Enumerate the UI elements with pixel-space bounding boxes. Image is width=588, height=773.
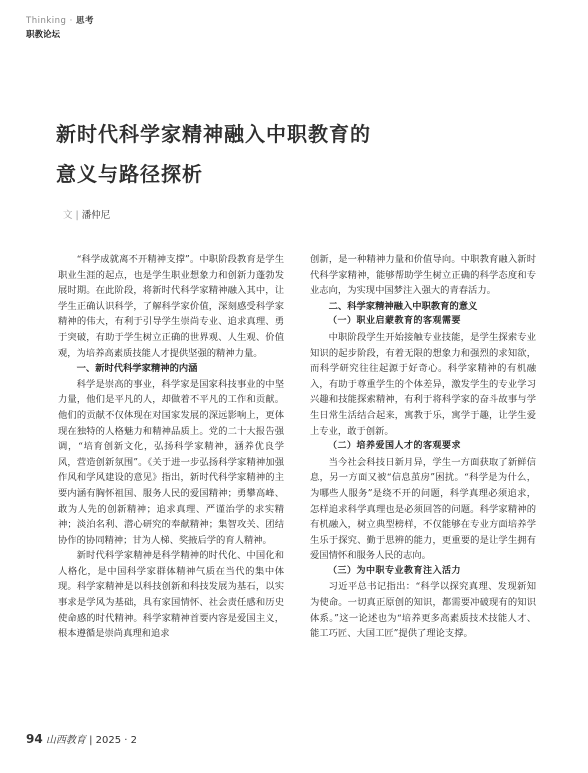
right-column: [310, 252, 536, 642]
article-title: [56, 114, 371, 194]
issue-number: 2025 · 2: [95, 735, 137, 746]
author-prefix: 文: [63, 210, 73, 221]
paragraph: 科学是崇高的事业，科学家是国家科技事业的中坚力量，他们是平凡的人，却做着不平凡的工作和贡献。他们的贡献不仅体现在对国家发展的深远影响上，更体现在独特的人格魅力和精神品质上。党的二十大报告强调，“培育创新文化，弘扬科学家精神，涵养优良学风，营造创新氛围”。《关于进一步弘扬科学家精神加强作风和学风建设的意见》指出，新时代科学家精神的主要内涵有胸怀祖国、服务人民的爱国精神；勇攀高峰、敢为人先的创新精神；追求真理、严谨治学的求实精神；淡泊名利、潜心研究的奉献精神；集智攻关、团结协作的协同精神；甘为人梯、奖掖后学的育人精神。: [58, 378, 284, 546]
subsection-heading: （一）职业启蒙教育的客观需要: [328, 316, 462, 327]
section-label: Thinking · 思考: [26, 16, 95, 26]
paragraph: 习近平总书记指出：“科学以探究真理、发现新知为使命。一切真正原创的知识，都需要冲破现有的知识体系。”这一论述也为“培养更多高素质技术技能人才、能工巧匠、大国工匠”提供了理论支撑。: [310, 581, 536, 640]
title-line-1: 新时代科学家精神融入中职教育的: [56, 122, 371, 146]
paragraph: 创新，是一种精神力量和价值导向。中职教育融入新时代科学家精神，能够帮助学生树立正确的科学态度和专业志向，为实现中国梦注入强大的青春活力。: [310, 254, 536, 297]
author-name: 潘仲尼: [81, 210, 111, 221]
magazine-name: 山西教育: [45, 735, 86, 746]
left-column: [58, 252, 284, 642]
section-heading: 二、科学家精神融入中职教育的意义: [328, 300, 478, 312]
page-footer: 94 山西教育 | 2025 · 2: [26, 732, 137, 746]
paragraph: “科学成就离不开精神支撑”。中职阶段教育是学生职业生涯的起点，也是学生职业想象力和创新力蓬勃发展时期。在此阶段，将新时代科学家精神融入其中，让学生正确认识科学，了解科学家价值，深刻感受科学家精神的伟大，有利于引导学生崇尚专业、追求真理、勇于突破，有助于学生树立正确的世界观、人生观、价值观，为培养高素质技能人才提供坚强的精神力量。: [58, 254, 284, 359]
author-line: 文 | 潘仲尼: [63, 210, 111, 221]
paragraph: 新时代科学家精神是科学精神的时代化、中国化和人格化，是中国科学家群体精神气质在当代的集中体现。科学家精神是以科技创新和科技发展为基石，以实事求是学风为基础，具有家国情怀、社会责任感和历史使命感的时代精神。科学家精神首要内容是爱国主义，根本遵循是崇尚真理和追求: [58, 550, 284, 640]
section-en: Thinking: [26, 16, 67, 26]
section-header: [26, 14, 94, 40]
column-name: 职教论坛: [26, 30, 61, 40]
title-line-2: 意义与路径探析: [56, 162, 203, 186]
page-number: 94: [26, 732, 43, 746]
paragraph: 当今社会科技日新月异，学生一方面获取了新鲜信息，另一方面又被“信息茧房”困扰。“科学是为什么，为哪些人服务”是绕不开的问题，科学真理必须追求，怎样追求科学真理也是必须回答的问题。科学家精神的有机融入，树立典型榜样，不仅能够在专业方面培养学生乐于探究、勤于思辨的能力，更重要的是让学生拥有爱国情怀和服务人民的志向。: [310, 456, 536, 562]
section-heading: 一、新时代科学家精神的内涵: [76, 363, 198, 375]
section-zh: 思考: [76, 16, 95, 26]
subsection-heading: （二）培养爱国人才的客观要求: [328, 441, 462, 452]
paragraph: 中职阶段学生开始接触专业技能，是学生探索专业知识的起步阶段，有着无限的想象力和强烈的求知欲，而科学研究往往起源于好奇心。科学家精神的有机融入，有助于尊重学生的个体差异，激发学生的专业学习兴趣和技能探索精神，有利于将科学家的奋斗故事与学生日常生活结合起来，寓教于乐，寓学于趣，让学生爱上专业，敢于创新。: [310, 331, 536, 437]
subsection-heading: （三）为中职专业教育注入活力: [328, 565, 462, 576]
